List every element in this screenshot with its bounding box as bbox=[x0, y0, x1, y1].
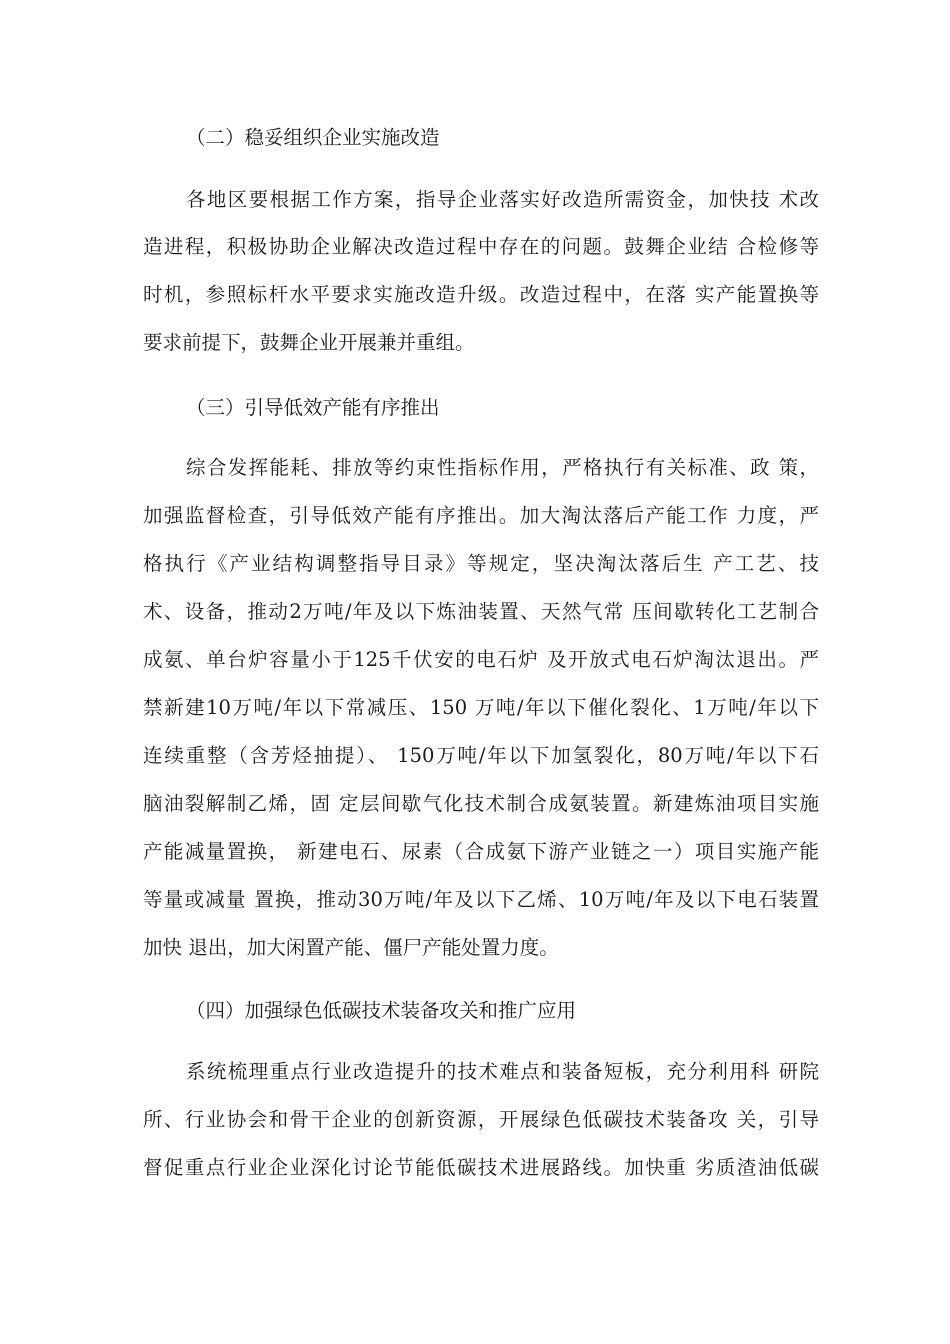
paragraph-line: 术、设备，推动2万吨/年及以下炼油装置、天然气常 压间歇转化工艺制合 bbox=[143, 600, 819, 623]
paragraph-line: 禁新建10万吨/年以下常减压、150 万吨/年以下催化裂化、1万吨/年以下 bbox=[143, 696, 819, 719]
section-heading-4: （四）加强绿色低碳技术装备攻关和推广应用 bbox=[186, 999, 577, 1022]
paragraph-line: 加快 退出，加大闲置产能、僵尸产能处置力度。 bbox=[143, 936, 559, 959]
paragraph-line: 要求前提下，鼓舞企业开展兼并重组。 bbox=[143, 331, 475, 354]
paragraph-line: 连续重整（含芳烃抽提）、 150万吨/年以下加氢裂化，80万吨/年以下石 bbox=[143, 744, 819, 767]
paragraph-line: 等量或减量 置换，推动30万吨/年及以下乙烯、10万吨/年及以下电石装置 bbox=[143, 888, 819, 911]
section-heading-3: （三）引导低效产能有序推出 bbox=[186, 396, 440, 419]
paragraph-line: 所、行业协会和骨干企业的创新资源，开展绿色低碳技术装备攻 关，引导 bbox=[143, 1108, 819, 1131]
paragraph-line: 成氨、单台炉容量小于125千伏安的电石炉 及开放式电石炉淘汰退出。严 bbox=[143, 648, 819, 671]
paragraph-line: 造进程，积极协助企业解决改造过程中存在的问题。鼓舞企业结 合检修等 bbox=[143, 235, 819, 258]
paragraph-line: 产能减量置换， 新建电石、尿素（合成氨下游产业链之一）项目实施产能 bbox=[143, 840, 819, 863]
paragraph-line: 格执行《产业结构调整指导目录》等规定，坚决淘汰落后生 产工艺、技 bbox=[143, 552, 819, 575]
paragraph-line: 加强监督检查，引导低效产能有序推出。加大淘汰落后产能工作 力度，严 bbox=[143, 504, 819, 527]
paragraph-line: 督促重点行业企业深化讨论节能低碳技术进展路线。加快重 劣质渣油低碳 bbox=[143, 1156, 819, 1179]
paragraph-line: 综合发挥能耗、排放等约束性指标作用，严格执行有关标准、政 策， bbox=[186, 456, 819, 479]
paragraph-line: 系统梳理重点行业改造提升的技术难点和装备短板，充分利用科 研院 bbox=[186, 1060, 819, 1083]
paragraph-line: 时机，参照标杆水平要求实施改造升级。改造过程中，在落 实产能置换等 bbox=[143, 283, 819, 306]
paragraph-line: 各地区要根据工作方案，指导企业落实好改造所需资金，加快技 术改 bbox=[186, 188, 819, 211]
paragraph-line: 脑油裂解制乙烯，固 定层间歇气化技术制合成氨装置。新建炼油项目实施 bbox=[143, 792, 819, 815]
section-heading-2: （二）稳妥组织企业实施改造 bbox=[186, 126, 440, 149]
